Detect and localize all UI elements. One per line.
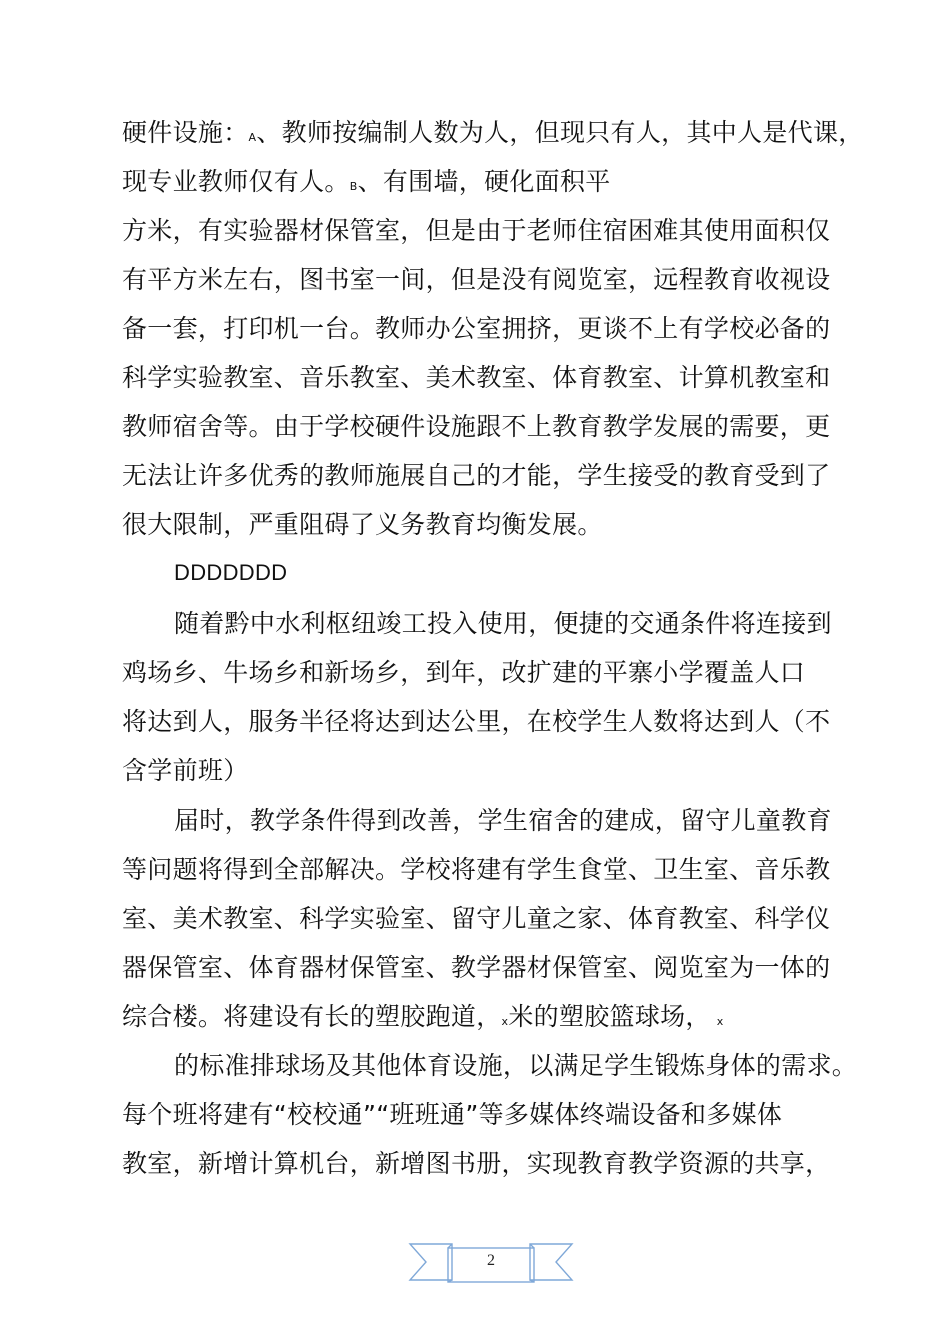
paragraph-line: 教室，新增计算机台，新增图书册，实现教育教学资源的共享， xyxy=(122,1149,831,1178)
section-placeholder: DDDDDDD xyxy=(174,560,288,585)
paragraph-line: 含学前班） xyxy=(122,756,249,785)
paragraph-line: 将达到人，服务半径将达到达公里，在校学生人数将达到人（不 xyxy=(122,707,831,736)
paragraph-line: 有平方米左右，图书室一间，但是没有阅览室，远程教育收视设 xyxy=(122,265,831,294)
paragraph-line: 的标准排球场及其他体育设施，以满足学生锻炼身体的需求。 xyxy=(174,1051,858,1080)
paragraph-line: 鸡场乡、牛场乡和新场乡，到年，改扩建的平寨小学覆盖人口 xyxy=(122,658,806,687)
paragraph-line: 科学实验教室、音乐教室、美术教室、体育教室、计算机教室和 xyxy=(122,363,831,392)
paragraph-line: 器保管室、体育器材保管室、教学器材保管室、阅览室为一体的 xyxy=(122,953,831,982)
paragraph-line: 综合楼。将建设有长的塑胶跑道，x米的塑胶篮球场， x xyxy=(122,1002,724,1031)
paragraph-line: 教师宿舍等。由于学校硬件设施跟不上教育教学发展的需要，更 xyxy=(122,412,831,441)
page-number: 2 xyxy=(487,1252,495,1269)
paragraph-line: 备一套，打印机一台。教师办公室拥挤，更谈不上有学校必备的 xyxy=(122,314,831,343)
paragraph-line: 很大限制，严重阻碍了义务教育均衡发展。 xyxy=(122,510,603,539)
paragraph-line: 届时，教学条件得到改善，学生宿舍的建成，留守儿童教育 xyxy=(174,806,832,835)
paragraph-line: 室、美术教室、科学实验室、留守儿童之家、体育教室、科学仪 xyxy=(122,904,831,933)
paragraph-line: 现专业教师仅有人。B、有围墙，硬化面积平 xyxy=(122,167,611,196)
paragraph-line: 随着黔中水利枢纽竣工投入使用，便捷的交通条件将连接到 xyxy=(174,609,832,638)
paragraph-line: 每个班将建有“校校通”“班班通”等多媒体终端设备和多媒体 xyxy=(122,1100,783,1129)
paragraph-line: 无法让许多优秀的教师施展自己的才能，学生接受的教育受到了 xyxy=(122,461,831,490)
paragraph-line: 硬件设施：A、教师按编制人数为人，但现只有人，其中人是代课， xyxy=(122,118,864,147)
page-footer xyxy=(408,1238,574,1286)
paragraph-line: 等问题将得到全部解决。学校将建有学生食堂、卫生室、音乐教 xyxy=(122,855,831,884)
paragraph-line: 方米，有实验器材保管室，但是由于老师住宿困难其使用面积仅 xyxy=(122,216,831,245)
